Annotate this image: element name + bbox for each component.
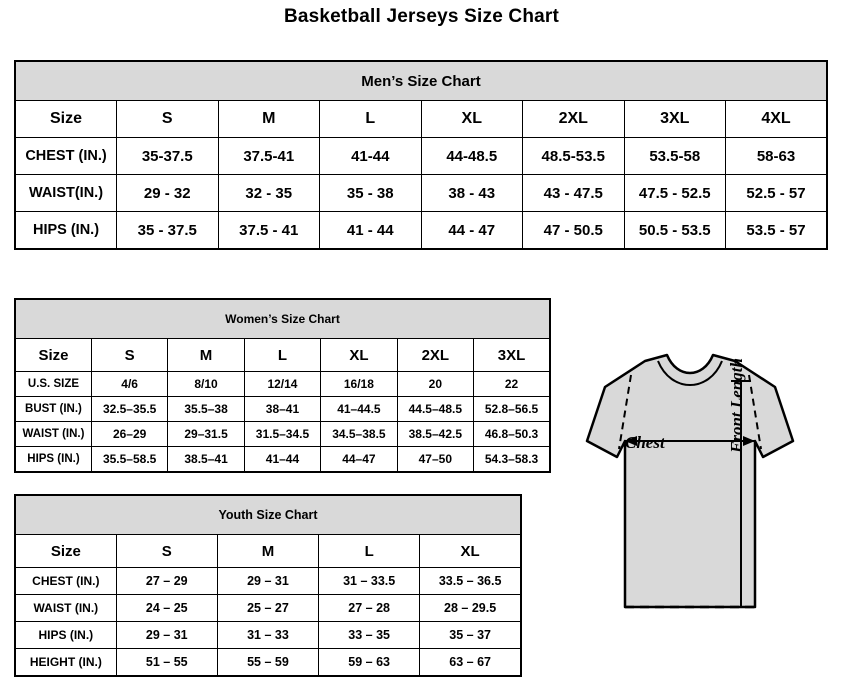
youth-waist-m: 25 – 27 [217, 595, 318, 622]
table-row [15, 372, 550, 397]
youth-height-m: 55 – 59 [217, 649, 318, 677]
youth-hips-m: 31 – 33 [217, 622, 318, 649]
youth-row-label-hips: HIPS (IN.) [15, 622, 116, 649]
youth-size-chart-table [14, 494, 522, 677]
youth-hips-l: 33 – 35 [319, 622, 420, 649]
youth-height-xl: 63 – 67 [420, 649, 521, 677]
womens-waist-xl: 34.5–38.5 [321, 422, 397, 447]
youth-row-label-height: HEIGHT (IN.) [15, 649, 116, 677]
womens-size-chart-table [14, 298, 551, 473]
womens-hips-xl: 44–47 [321, 447, 397, 473]
womens-us-m: 8/10 [168, 372, 244, 397]
womens-hips-s: 35.5–58.5 [91, 447, 167, 473]
mens-table-title-row [15, 61, 827, 101]
mens-waist-m: 32 - 35 [218, 175, 320, 212]
youth-chest-l: 31 – 33.5 [319, 568, 420, 595]
womens-waist-3xl: 46.8–50.3 [474, 422, 550, 447]
jersey-measurement-diagram [545, 345, 835, 665]
table-row [15, 397, 550, 422]
womens-bust-l: 38–41 [244, 397, 320, 422]
mens-col-3xl: 3XL [624, 101, 726, 138]
mens-hips-3xl: 50.5 - 53.5 [624, 212, 726, 250]
mens-chest-2xl: 48.5-53.5 [523, 138, 625, 175]
womens-col-m: M [168, 339, 244, 372]
youth-hips-xl: 35 – 37 [420, 622, 521, 649]
womens-bust-xl: 41–44.5 [321, 397, 397, 422]
womens-col-3xl: 3XL [474, 339, 550, 372]
womens-row-label-us-size: U.S. SIZE [15, 372, 91, 397]
youth-waist-xl: 28 – 29.5 [420, 595, 521, 622]
mens-col-xl: XL [421, 101, 523, 138]
mens-col-s: S [117, 101, 219, 138]
womens-bust-m: 35.5–38 [168, 397, 244, 422]
mens-col-l: L [320, 101, 422, 138]
mens-hips-m: 37.5 - 41 [218, 212, 320, 250]
mens-size-chart-table [14, 60, 828, 250]
womens-waist-s: 26–29 [91, 422, 167, 447]
chest-measure-label: Chest [625, 433, 665, 452]
youth-height-l: 59 – 63 [319, 649, 420, 677]
womens-table-title: Women’s Size Chart [15, 299, 550, 339]
womens-us-xl: 16/18 [321, 372, 397, 397]
mens-hips-4xl: 53.5 - 57 [726, 212, 828, 250]
womens-bust-2xl: 44.5–48.5 [397, 397, 473, 422]
womens-us-l: 12/14 [244, 372, 320, 397]
mens-chest-s: 35-37.5 [117, 138, 219, 175]
mens-col-4xl: 4XL [726, 101, 828, 138]
youth-col-l: L [319, 535, 420, 568]
mens-waist-xl: 38 - 43 [421, 175, 523, 212]
womens-corner-label: Size [15, 339, 91, 372]
table-row [15, 175, 827, 212]
youth-col-m: M [217, 535, 318, 568]
mens-table-header-row [15, 101, 827, 138]
youth-col-s: S [116, 535, 217, 568]
mens-table-title: Men’s Size Chart [15, 61, 827, 101]
womens-hips-2xl: 47–50 [397, 447, 473, 473]
mens-col-m: M [218, 101, 320, 138]
table-row [15, 595, 521, 622]
mens-chest-l: 41-44 [320, 138, 422, 175]
mens-waist-3xl: 47.5 - 52.5 [624, 175, 726, 212]
womens-row-label-hips: HIPS (IN.) [15, 447, 91, 473]
youth-waist-s: 24 – 25 [116, 595, 217, 622]
mens-hips-s: 35 - 37.5 [117, 212, 219, 250]
table-row [15, 422, 550, 447]
mens-corner-label: Size [15, 101, 117, 138]
mens-chest-3xl: 53.5-58 [624, 138, 726, 175]
womens-hips-3xl: 54.3–58.3 [474, 447, 550, 473]
mens-waist-s: 29 - 32 [117, 175, 219, 212]
table-row [15, 568, 521, 595]
womens-waist-l: 31.5–34.5 [244, 422, 320, 447]
table-row [15, 447, 550, 473]
youth-chest-m: 29 – 31 [217, 568, 318, 595]
womens-col-2xl: 2XL [397, 339, 473, 372]
mens-waist-4xl: 52.5 - 57 [726, 175, 828, 212]
youth-table-header-row [15, 535, 521, 568]
womens-row-label-waist: WAIST (IN.) [15, 422, 91, 447]
table-row [15, 212, 827, 250]
youth-table-title-row [15, 495, 521, 535]
mens-waist-l: 35 - 38 [320, 175, 422, 212]
youth-row-label-waist: WAIST (IN.) [15, 595, 116, 622]
table-row [15, 622, 521, 649]
womens-hips-m: 38.5–41 [168, 447, 244, 473]
womens-bust-3xl: 52.8–56.5 [474, 397, 550, 422]
mens-hips-xl: 44 - 47 [421, 212, 523, 250]
mens-row-label-chest: CHEST (IN.) [15, 138, 117, 175]
youth-table-title: Youth Size Chart [15, 495, 521, 535]
page-title: Basketball Jerseys Size Chart [283, 6, 560, 27]
womens-col-xl: XL [321, 339, 397, 372]
womens-bust-s: 32.5–35.5 [91, 397, 167, 422]
mens-col-2xl: 2XL [523, 101, 625, 138]
front-length-measure-label: Front Length [727, 358, 746, 453]
womens-waist-2xl: 38.5–42.5 [397, 422, 473, 447]
womens-us-3xl: 22 [474, 372, 550, 397]
womens-waist-m: 29–31.5 [168, 422, 244, 447]
mens-chest-4xl: 58-63 [726, 138, 828, 175]
mens-waist-2xl: 43 - 47.5 [523, 175, 625, 212]
youth-corner-label: Size [15, 535, 116, 568]
youth-hips-s: 29 – 31 [116, 622, 217, 649]
youth-chest-xl: 33.5 – 36.5 [420, 568, 521, 595]
mens-hips-2xl: 47 - 50.5 [523, 212, 625, 250]
youth-row-label-chest: CHEST (IN.) [15, 568, 116, 595]
mens-row-label-waist: WAIST(IN.) [15, 175, 117, 212]
jersey-shirt-icon [545, 345, 835, 665]
youth-chest-s: 27 – 29 [116, 568, 217, 595]
womens-us-2xl: 20 [397, 372, 473, 397]
womens-col-s: S [91, 339, 167, 372]
mens-chest-xl: 44-48.5 [421, 138, 523, 175]
mens-row-label-hips: HIPS (IN.) [15, 212, 117, 250]
womens-table-header-row [15, 339, 550, 372]
womens-row-label-bust: BUST (IN.) [15, 397, 91, 422]
womens-table-title-row [15, 299, 550, 339]
table-row [15, 649, 521, 677]
youth-height-s: 51 – 55 [116, 649, 217, 677]
mens-chest-m: 37.5-41 [218, 138, 320, 175]
table-row [15, 138, 827, 175]
womens-us-s: 4/6 [91, 372, 167, 397]
mens-hips-l: 41 - 44 [320, 212, 422, 250]
womens-hips-l: 41–44 [244, 447, 320, 473]
youth-col-xl: XL [420, 535, 521, 568]
youth-waist-l: 27 – 28 [319, 595, 420, 622]
womens-col-l: L [244, 339, 320, 372]
